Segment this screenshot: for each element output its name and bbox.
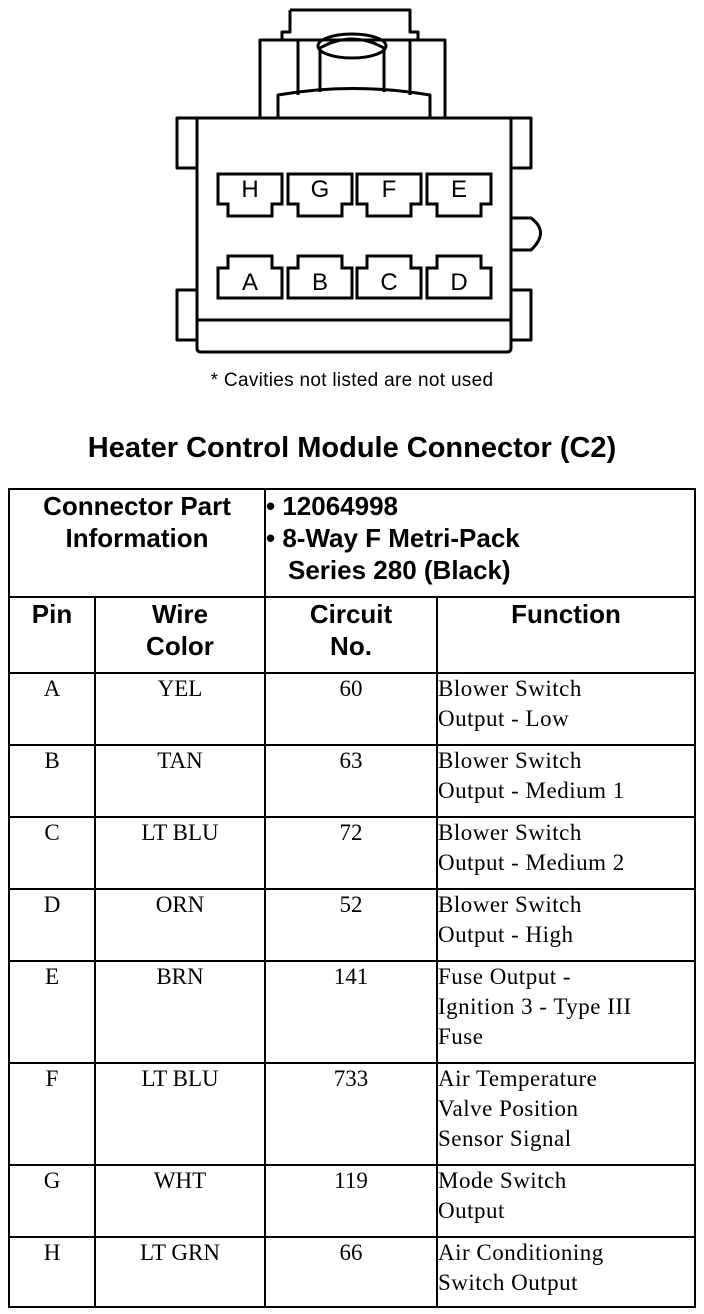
circuit-cell: 63 (265, 745, 437, 817)
wire-color-cell: BRN (95, 961, 265, 1063)
wire-color-cell: TAN (95, 745, 265, 817)
function-line: Mode Switch (438, 1168, 567, 1193)
function-line: Fuse (438, 1024, 484, 1049)
wire-color-cell: ORN (95, 889, 265, 961)
part-info-label (9, 489, 265, 597)
left-tab-top (177, 118, 197, 168)
cavity-label-G: G (310, 176, 330, 203)
cavity-label-H: H (241, 176, 259, 203)
right-tab-bottom (511, 290, 531, 340)
cavity-label-D: D (450, 269, 468, 296)
function-cell (437, 1237, 695, 1307)
part-info-details (265, 489, 695, 597)
function-line: Blower Switch (438, 676, 582, 701)
table-row (9, 745, 695, 817)
part-number: • 12064998 (266, 491, 399, 521)
table-row (9, 961, 695, 1063)
function-cell (437, 889, 695, 961)
circuit-cell: 141 (265, 961, 437, 1063)
right-bump (511, 218, 541, 250)
function-line: Output - Medium 1 (438, 778, 625, 803)
table-row (9, 1237, 695, 1307)
wire-color-cell: LT GRN (95, 1237, 265, 1307)
column-header-pin: Pin (9, 597, 95, 673)
latch-arm (278, 89, 430, 119)
column-header-circuit: Circuit No. (265, 597, 437, 673)
part-info-label-line1: Connector Part (43, 491, 231, 521)
function-line: Sensor Signal (438, 1126, 572, 1151)
function-line: Air Temperature (438, 1066, 598, 1091)
function-line: Blower Switch (438, 748, 582, 773)
pin-cell: A (9, 673, 95, 745)
circuit-cell: 733 (265, 1063, 437, 1165)
function-cell (437, 817, 695, 889)
function-line: Fuse Output - (438, 964, 571, 989)
right-tab-top (511, 118, 531, 168)
table-row (9, 1063, 695, 1165)
connector-diagram (0, 0, 704, 370)
pin-cell: E (9, 961, 95, 1063)
cavity-label-E: E (450, 176, 468, 203)
function-cell (437, 1165, 695, 1237)
part-info-row (9, 489, 695, 597)
function-line: Ignition 3 - Type III (438, 994, 632, 1019)
function-line: Output - High (438, 922, 574, 947)
pin-rows (9, 673, 695, 1307)
function-line: Blower Switch (438, 892, 582, 917)
circuit-cell: 60 (265, 673, 437, 745)
table-row (9, 673, 695, 745)
circuit-cell: 66 (265, 1237, 437, 1307)
wire-color-cell: LT BLU (95, 817, 265, 889)
column-header-row (9, 597, 695, 673)
table-row (9, 817, 695, 889)
function-line: Air Conditioning (438, 1240, 604, 1265)
cavity-label-B: B (311, 269, 329, 296)
part-description: • 8-Way F Metri-Pack (266, 523, 520, 553)
wire-color-cell: WHT (95, 1165, 265, 1237)
function-line: Valve Position (438, 1096, 579, 1121)
wire-color-cell: YEL (95, 673, 265, 745)
unused-cavities-note: * Cavities not listed are not used (210, 370, 494, 391)
cavity-label-A: A (241, 269, 259, 296)
pin-cell: H (9, 1237, 95, 1307)
function-cell (437, 961, 695, 1063)
function-cell (437, 1063, 695, 1165)
table-row (9, 1165, 695, 1237)
connector-shoulder (197, 40, 511, 118)
function-line: Output - Low (438, 706, 570, 731)
cavity-label-C: C (380, 269, 398, 296)
cavity-label-F: F (381, 176, 397, 203)
function-line: Switch Output (438, 1270, 579, 1295)
table-row (9, 889, 695, 961)
pin-cell: F (9, 1063, 95, 1165)
pin-cell: C (9, 817, 95, 889)
circuit-cell: 119 (265, 1165, 437, 1237)
circuit-cell: 52 (265, 889, 437, 961)
column-header-wire-color: Wire Color (95, 597, 265, 673)
pin-cell: B (9, 745, 95, 817)
function-line: Output - Medium 2 (438, 850, 625, 875)
function-cell (437, 745, 695, 817)
function-line: Blower Switch (438, 820, 582, 845)
circuit-cell: 72 (265, 817, 437, 889)
part-description-cont: Series 280 (Black) (288, 555, 511, 585)
pin-cell: D (9, 889, 95, 961)
part-info-label-line2: Information (65, 523, 209, 553)
pin-cell: G (9, 1165, 95, 1237)
left-tab-bottom (177, 290, 197, 340)
function-cell (437, 673, 695, 745)
wire-color-cell: LT BLU (95, 1063, 265, 1165)
connector-housing (197, 118, 511, 352)
function-line: Output (438, 1198, 505, 1223)
column-header-function: Function (437, 597, 695, 673)
connector-table (8, 488, 696, 1308)
page-title: Heater Control Module Connector (C2) (87, 432, 617, 464)
